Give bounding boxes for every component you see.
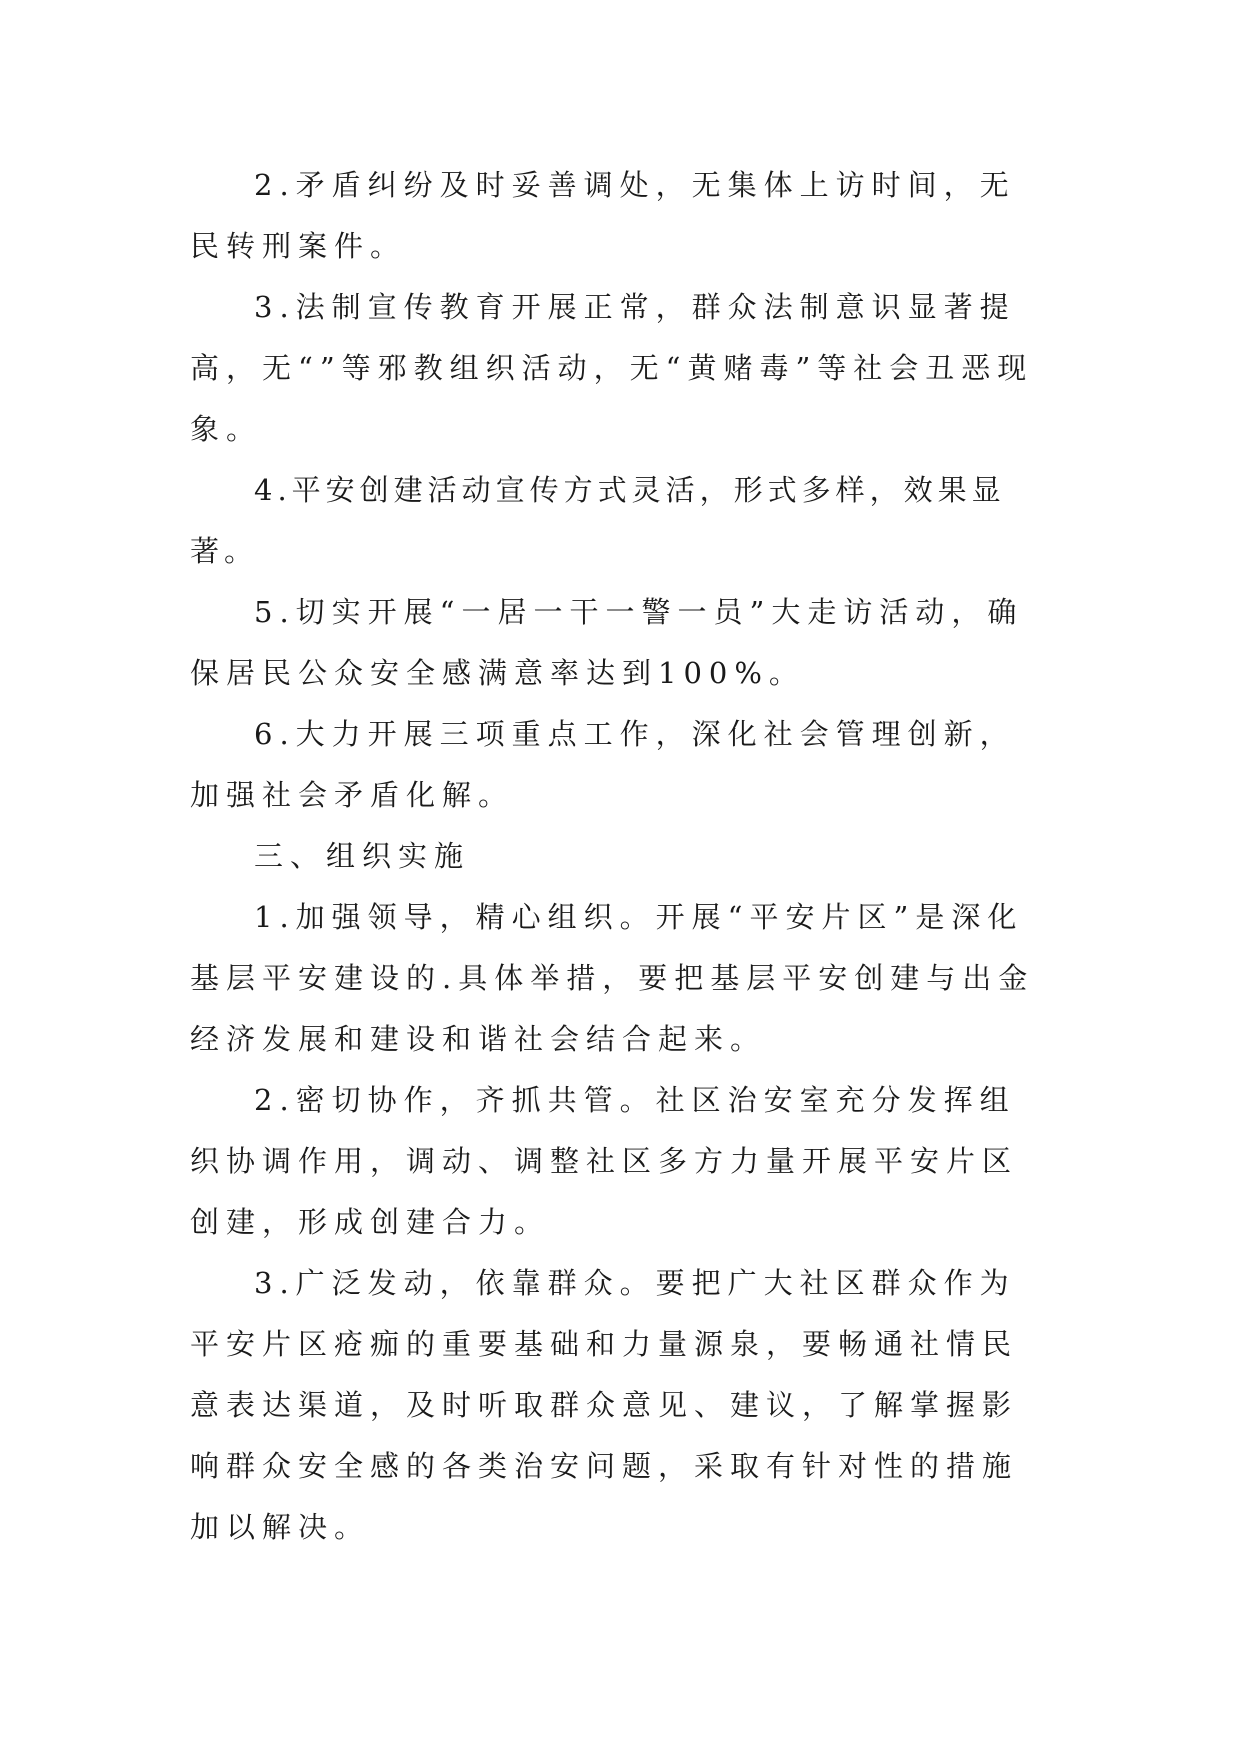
paragraph-publicity: 4.平安创建活动宣传方式灵活，形式多样，效果显著。	[190, 473, 1006, 568]
paragraph-cooperation: 2.密切协作，齐抓共管。社区治安室充分发挥组织协调作用，调动、调整社区多方力量开展平安片区创建，形成创建合力。	[190, 1083, 1019, 1239]
paragraph-visit-campaign: 5.切实开展“一居一干一警一员”大走访活动，确保居民公众安全感满意率达到100%。	[190, 595, 1024, 690]
paragraph-key-work: 6.大力开展三项重点工作，深化社会管理创新，加强社会矛盾化解。	[190, 717, 1016, 812]
document-body	[190, 155, 1050, 1558]
paragraph-dispute-resolution: 2.矛盾纠纷及时妥善调处，无集体上访时间，无民转刑案件。	[190, 168, 1016, 263]
paragraph-legal-education: 3.法制宣传教育开展正常，群众法制意识显著提高，无“”等邪教组织活动，无“黄赌毒”等社会丑恶现象。	[190, 290, 1034, 446]
paragraph-mobilization: 3.广泛发动，依靠群众。要把广大社区群众作为平安片区疮痂的重要基础和力量源泉，要畅通社情民意表达渠道，及时听取群众意见、建议，了解掌握影响群众安全感的各类治安问题，采取有针对性的措施加以解决。	[190, 1266, 1019, 1544]
section-heading-implementation: 三、组织实施	[254, 839, 471, 873]
paragraph-leadership: 1.加强领导，精心组织。开展“平安片区”是深化基层平安建设的.具体举措，要把基层平安创建与出金经济发展和建设和谐社会结合起来。	[190, 900, 1035, 1056]
